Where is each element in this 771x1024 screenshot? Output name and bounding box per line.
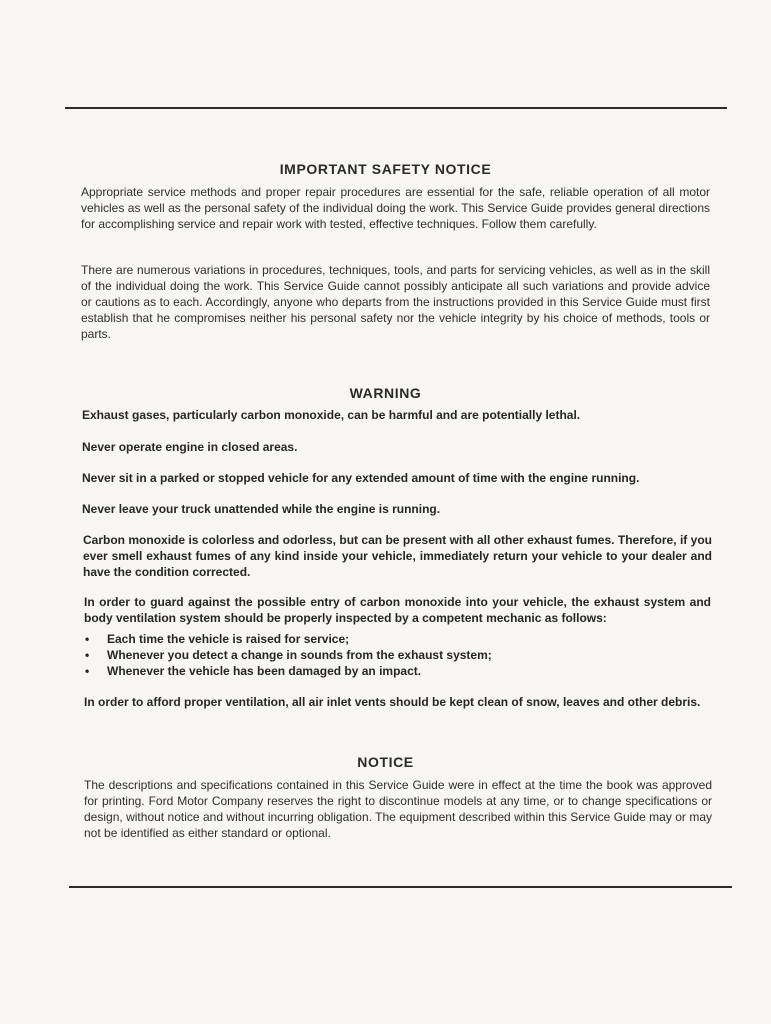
list-item <box>84 663 704 679</box>
safety-notice-paragraph-2: There are numerous variations in procedures, techniques, tools, and parts for servicing vehicles, as well as in the skill of the individual doing the work. This Service Guide cannot possibly anticipate all such variations and provide advice or cautions as to each. Accordingly, anyone who departs from the instructions provided in this Service Guide must first establish that he compromises neither his personal safety nor the vehicle integrity by his choice of methods, tools or parts. <box>81 263 710 341</box>
warning-inspection-paragraph: In order to guard against the possible entry of carbon monoxide into your vehicle, the exhaust system and body ventilation system should be properly inspected by a competent mechanic as follows: <box>84 595 711 625</box>
bullet-dot: • <box>85 632 90 646</box>
notice-title: NOTICE <box>357 754 414 770</box>
warning-statement-closed-areas: Never operate engine in closed areas. <box>82 440 298 454</box>
bullet-text: Whenever the vehicle has been damaged by an impact. <box>107 664 422 678</box>
warning-statement-unattended: Never leave your truck unattended while the engine is running. <box>82 502 441 516</box>
safety-notice-paragraph-1: Appropriate service methods and proper repair procedures are essential for the safe, reliable operation of all motor vehicles as well as the personal safety of the individual doing the work. This Service Guide provides general directions for accomplishing service and repair work with tested, effective techniques. Follow them carefully. <box>81 185 710 231</box>
bullet-dot: • <box>85 664 90 678</box>
list-item <box>84 631 704 647</box>
safety-notice-title: IMPORTANT SAFETY NOTICE <box>279 161 492 177</box>
bottom-divider <box>69 886 732 888</box>
warning-statement-lethal: Exhaust gases, particularly carbon monoxide, can be harmful and are potentially lethal. <box>82 408 581 422</box>
bullet-dot: • <box>85 648 90 662</box>
inspection-bullet-list <box>84 631 704 679</box>
notice-paragraph: The descriptions and specifications contained in this Service Guide were in effect at the time the book was approved for printing. Ford Motor Company reserves the right to discontinue models at any time, or to change specifications or design, without notice and without incurring obligation. The equipment described within this Service Guide may or may not be identified as either standard or optional. <box>84 778 712 840</box>
bullet-text: Whenever you detect a change in sounds from the exhaust system; <box>107 648 492 662</box>
warning-ventilation-paragraph: In order to afford proper ventilation, all air inlet vents should be kept clean of snow, leaves and other debris. <box>84 695 701 709</box>
bullet-text: Each time the vehicle is raised for service; <box>107 632 350 646</box>
top-divider <box>65 107 727 109</box>
warning-carbon-monoxide-paragraph: Carbon monoxide is colorless and odorless, but can be present with all other exhaust fumes. Therefore, if you ever smell exhaust fumes of any kind inside your vehicle, immediately return your vehicle to your dealer and have the condition corrected. <box>83 533 712 579</box>
warning-statement-parked-vehicle: Never sit in a parked or stopped vehicle for any extended amount of time with the engine running. <box>82 471 640 485</box>
list-item <box>84 647 704 663</box>
warning-title: WARNING <box>349 385 422 401</box>
